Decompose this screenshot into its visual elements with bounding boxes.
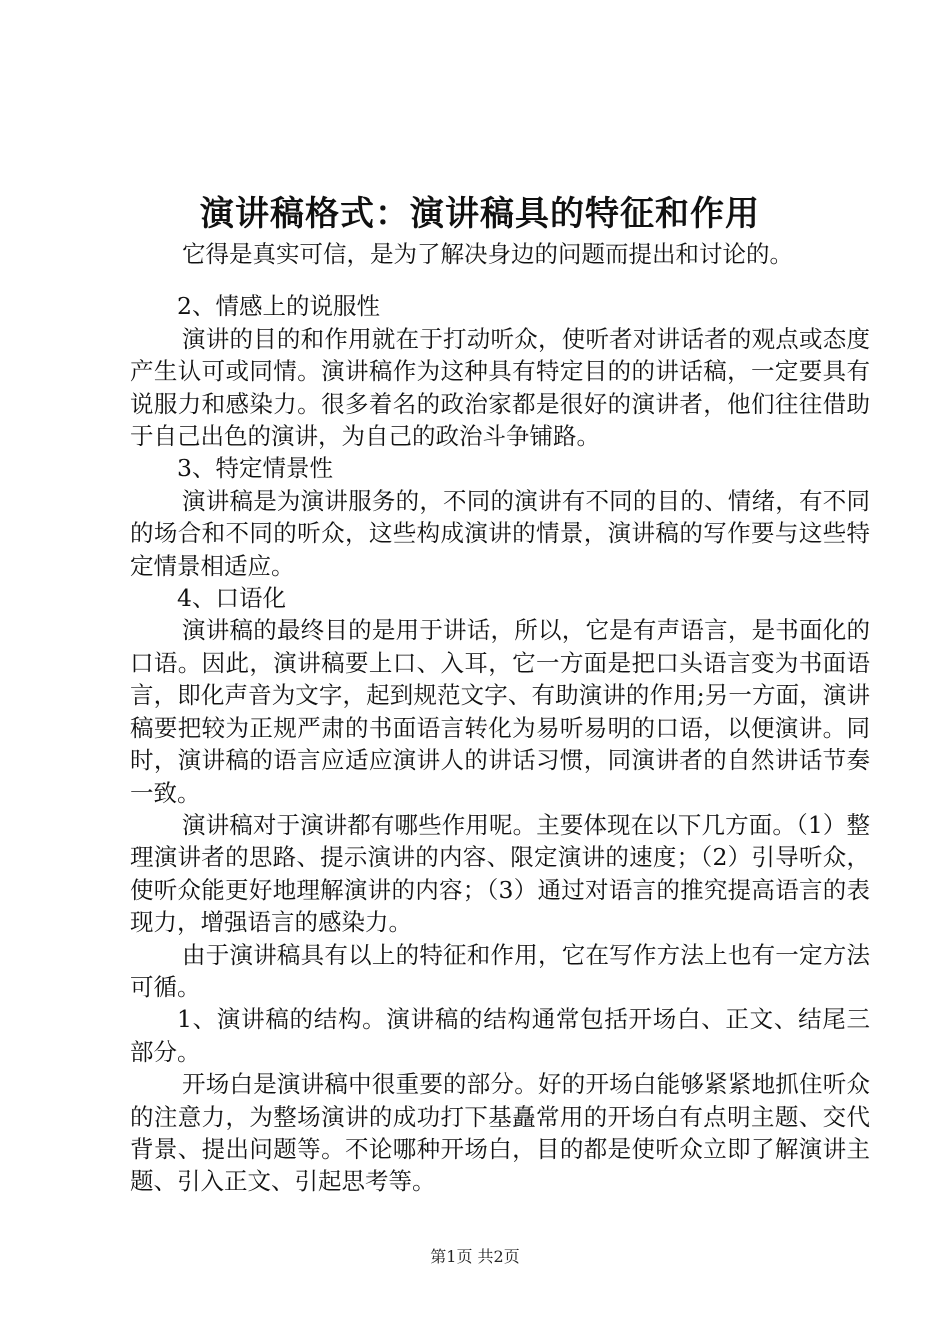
section-heading-3: 3、特定情景性 [177,454,333,483]
paragraph-persuasion: 演讲的目的和作用就在于打动听众，使听者对讲话者的观点或态度产生认可或同情。演讲稿作为这种具有特定目的的讲话稿，一定要具有说服力和感染力。很多着名的政治家都是很好的演讲者，他们往往借助于自己出色的演讲，为自己的政治斗争铺路。 [130,324,870,451]
paragraph-opening: 开场白是演讲稿中很重要的部分。好的开场白能够紧紧地抓住听众的注意力，为整场演讲的成功打下基矗常用的开场白有点明主题、交代背景、提出问题等。不论哪种开场白，目的都是使听众立即了解演讲主题、引入正文、引起思考等。 [130,1070,870,1196]
paragraph-methods: 由于演讲稿具有以上的特征和作用，它在写作方法上也有一定方法可循。 [130,940,870,1001]
page-footer: 第1页 共2页 [430,1247,520,1266]
paragraph-gap [130,270,870,290]
document-title: 演讲稿格式：演讲稿具的特征和作用 [200,194,760,234]
paragraph-structure: 1、演讲稿的结构。演讲稿的结构通常包括开场白、正文、结尾三部分。 [130,1005,870,1066]
paragraph-situation: 演讲稿是为演讲服务的，不同的演讲有不同的目的、情绪，有不同的场合和不同的听众，这些构成演讲的情景，演讲稿的写作要与这些特定情景相适应。 [130,486,870,580]
paragraph-functions: 演讲稿对于演讲都有哪些作用呢。主要体现在以下几方面。（1）整理演讲者的思路、提示演讲的内容、限定演讲的速度；（2）引导听众，使听众能更好地理解演讲的内容；（3）通过对语言的推究提高语言的表现力，增强语言的感染力。 [130,810,870,937]
paragraph-colloquial: 演讲稿的最终目的是用于讲话，所以，它是有声语言，是书面化的口语。因此，演讲稿要上口、入耳，它一方面是把口头语言变为书面语言，即化声音为文字，起到规范文字、有助演讲的作用;另一方面，演讲稿要把较为正规严肃的书面语言转化为易听易明的口语，以便演讲。同时，演讲稿的语言应适应演讲人的讲话习惯，同演讲者的自然讲话节奏一致。 [130,616,870,807]
section-heading-4: 4、口语化 [177,584,286,613]
section-heading-2: 2、情感上的说服性 [177,292,380,321]
paragraph-intro: 它得是真实可信，是为了解决身边的问题而提出和讨论的。 [182,240,793,268]
document-body [130,238,870,1198]
